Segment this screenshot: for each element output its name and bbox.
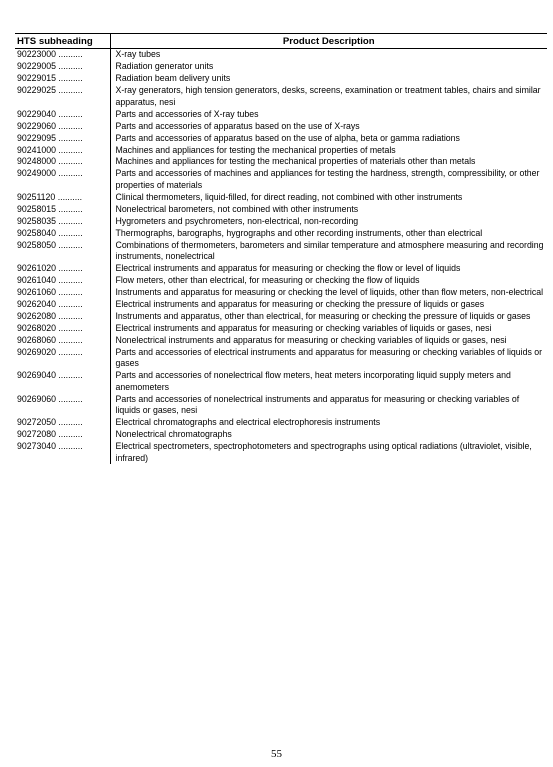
product-description-cell: Parts and accessories of apparatus based on the use of alpha, beta or gamma radiations: [115, 132, 460, 143]
table-row: [15, 144, 547, 156]
product-description-cell: Parts and accessories of nonelectrical instruments and apparatus for measuring or checking variables of liquids or gases, nesi: [115, 393, 520, 416]
hts-code-cell: 90258035 ..........: [15, 215, 110, 227]
hts-code-cell: 90229040 ..........: [15, 108, 110, 120]
hts-code-cell: 90269060 ..........: [15, 393, 110, 417]
table-row: [15, 393, 547, 417]
product-description-cell: Machines and appliances for testing the mechanical properties of metals: [115, 144, 396, 155]
hts-code-cell: 90229095 ..........: [15, 132, 110, 144]
hts-code-cell: 90272050 ..........: [15, 417, 110, 429]
table-row: [15, 441, 547, 465]
product-description-cell: Parts and accessories of nonelectrical flow meters, heat meters incorporating liquid supply meters and anemometers: [115, 370, 511, 392]
hts-code-cell: 90273040 ..........: [15, 441, 110, 465]
table-row: [15, 346, 547, 370]
product-description-cell: Nonelectrical chromatographs: [115, 429, 232, 440]
hts-code-cell: 90268060 ..........: [15, 334, 110, 346]
table-body: [15, 49, 547, 465]
hts-code-cell: 90229015 ..........: [15, 73, 110, 85]
table-row: [15, 120, 547, 132]
hts-code-cell: 90261020 ..........: [15, 263, 110, 275]
product-description-cell: X-ray generators, high tension generators, desks, screens, examination or treatment tables, chairs and similar apparatus, nesi: [115, 85, 541, 107]
table-row: [15, 49, 547, 61]
table-row: [15, 239, 547, 263]
hts-table: [15, 33, 547, 464]
table-row: [15, 215, 547, 227]
hts-code-cell: 90258015 ..........: [15, 204, 110, 216]
column-header-hts-subheading: HTS subheading: [15, 34, 110, 49]
hts-code-cell: 90268020 ..........: [15, 323, 110, 335]
hts-code-cell: 90241000 ..........: [15, 144, 110, 156]
product-description-cell: Electrical instruments and apparatus for measuring or checking the flow or level of liquids: [115, 263, 461, 274]
product-description-cell: Radiation beam delivery units: [115, 73, 231, 84]
hts-code-cell: 90249000 ..........: [15, 168, 110, 192]
product-description-cell: X-ray tubes: [115, 49, 161, 60]
hts-code-cell: 90261060 ..........: [15, 287, 110, 299]
hts-code-cell: 90251120 ..........: [15, 192, 110, 204]
table-row: [15, 275, 547, 287]
product-description-cell: Clinical thermometers, liquid-filled, for direct reading, not combined with other instruments: [115, 191, 463, 202]
product-description-cell: Electrical instruments and apparatus for measuring or checking the pressure of liquids or gases: [115, 299, 485, 309]
hts-code-cell: 90229025 ..........: [15, 85, 110, 109]
product-description-cell: Radiation generator units: [115, 61, 214, 72]
table-row: [15, 108, 547, 120]
table-row: [15, 334, 547, 346]
product-description-cell: Combinations of thermometers, barometers and similar temperature and atmosphere measuring and recording instruments, nonelectrical: [115, 239, 544, 262]
table-row: [15, 132, 547, 144]
hts-code-cell: 90269040 ..........: [15, 370, 110, 394]
table-row: [15, 287, 547, 299]
hts-code-cell: 90272080 ..........: [15, 429, 110, 441]
table-row: [15, 299, 547, 311]
product-description-cell: Nonelectrical instruments and apparatus for measuring or checking variables of liquids or gases, nesi: [115, 334, 507, 345]
hts-code-cell: 90261040 ..........: [15, 275, 110, 287]
product-description-cell: Flow meters, other than electrical, for measuring or checking the flow of liquids: [115, 275, 420, 286]
product-description-cell: Instruments and apparatus, other than electrical, for measuring or checking the pressure of liquids or gases: [115, 310, 531, 321]
product-description-cell: Electrical instruments and apparatus for measuring or checking variables of liquids or gases, nesi: [115, 322, 492, 333]
table-header-row: [15, 34, 547, 49]
product-description-cell: Nonelectrical barometers, not combined with other instruments: [115, 203, 359, 214]
table-row: [15, 61, 547, 73]
hts-code-cell: 90262080 ..........: [15, 311, 110, 323]
table-row: [15, 417, 547, 429]
table-row: [15, 311, 547, 323]
hts-code-cell: 90269020 ..........: [15, 346, 110, 370]
product-description-cell: Electrical chromatographs and electrical electrophoresis instruments: [115, 417, 381, 428]
hts-code-cell: 90229060 ..........: [15, 120, 110, 132]
page-number: 55: [271, 748, 282, 760]
product-description-cell: Parts and accessories of electrical instruments and apparatus for measuring or checking variables of liquids or gases: [115, 346, 543, 369]
table-row: [15, 227, 547, 239]
hts-code-cell: 90262040 ..........: [15, 299, 110, 311]
hts-code-cell: 90258050 ..........: [15, 239, 110, 263]
table-row: [15, 73, 547, 85]
hts-code-cell: 90258040 ..........: [15, 227, 110, 239]
hts-code-cell: 90248000 ..........: [15, 156, 110, 168]
product-description-cell: Hygrometers and psychrometers, non-electrical, non-recording: [115, 215, 359, 226]
hts-code-cell: 90229005 ..........: [15, 61, 110, 73]
product-description-cell: Electrical spectrometers, spectrophotometers and spectrographs using optical radiations (ultraviolet, visible, infrared): [115, 441, 532, 463]
table-row: [15, 168, 547, 192]
product-description-cell: Parts and accessories of X-ray tubes: [115, 108, 259, 119]
product-description-cell: Thermographs, barographs, hygrographs and other recording instruments, other than electrical: [115, 227, 483, 238]
table-row: [15, 323, 547, 335]
table-row: [15, 429, 547, 441]
table-row: [15, 204, 547, 216]
table-row: [15, 370, 547, 394]
product-description-cell: Parts and accessories of machines and appliances for testing the hardness, strength, compressibility, or other properties of materials: [115, 168, 540, 190]
product-description-cell: Parts and accessories of apparatus based on the use of X-rays: [115, 120, 360, 131]
column-header-product-description: Product Description: [110, 34, 547, 49]
table-row: [15, 156, 547, 168]
product-description-cell: Instruments and apparatus for measuring or checking the level of liquids, other than flow meters, non-electrical: [115, 287, 544, 298]
product-description-cell: Machines and appliances for testing the mechanical properties of materials other than metals: [115, 156, 476, 167]
table-row: [15, 263, 547, 275]
table-row: [15, 192, 547, 204]
table-row: [15, 85, 547, 109]
hts-code-cell: 90223000 ..........: [15, 49, 110, 61]
